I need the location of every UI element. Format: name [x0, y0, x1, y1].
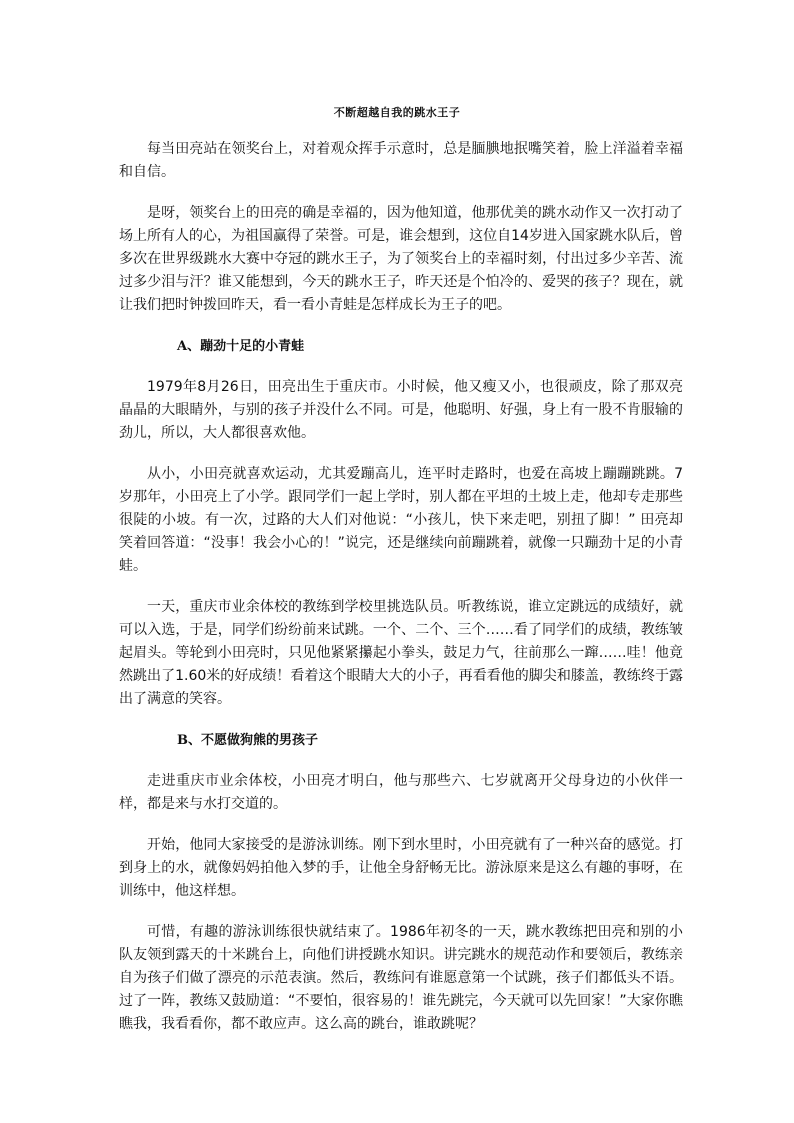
- section-a-heading: A、蹦劲十足的小青蛙: [177, 339, 305, 354]
- section-b-paragraph-2: 开始，他同大家接受的是游泳训练。刚下到水里时，小田亮就有了一种兴奋的感觉。打到身上的水，就像妈妈拍他入梦的手，让他全身舒畅无比。游泳原来是这么有趣的事呀，在训练中，他这样想。: [119, 837, 683, 899]
- section-a-paragraph-2: 从小，小田亮就喜欢运动，尤其爱蹦高儿，连平时走路时，也爱在高坡上蹦蹦跳跳。7岁那年，小田亮上了小学。跟同学们一起上学时，别人都在平坦的土坡上走，他却专走那些很陡的小坡。有一次，过路的大人们对他说：“小孩儿，快下来走吧，别扭了脚！” 田亮却笑着回答道：“没事！我会小心的！”说完，还是继续向前蹦跳着，就像一只蹦劲十足的小青蛙。: [119, 466, 683, 574]
- section-a-paragraph-3: 一天，重庆市业余体校的教练到学校里挑选队员。听教练说，谁立定跳远的成绩好，就可以入选，于是，同学们纷纷前来试跳。一个、二个、三个……看了同学们的成绩，教练皱起眉头。等轮到小田亮时，只见他紧紧攥起小拳头，鼓足力气，往前那么一蹿……哇！他竟然跳出了1.60米的好成绩！看着这个眼睛大大的小子，再看看他的脚尖和膝盖，教练终于露出了满意的笑容。: [119, 599, 683, 707]
- section-a-paragraph-1: 1979年8月26日，田亮出生于重庆市。小时候，他又瘦又小，也很顽皮，除了那双亮晶晶的大眼睛外，与别的孩子并没什么不同。可是，他聪明、好强，身上有一股不肯服输的劲儿，所以，大人都很喜欢他。: [119, 379, 683, 441]
- section-b-paragraph-3: 可惜，有趣的游泳训练很快就结束了。1986年初冬的一天，跳水教练把田亮和别的小队友领到露天的十米跳台上，向他们讲授跳水知识。讲完跳水的规范动作和要领后，教练亲自为孩子们做了漂亮的示范表演。然后，教练问有谁愿意第一个试跳，孩子们都低头不语。过了一阵，教练又鼓励道：“不要怕，很容易的！谁先跳完，今天就可以先回家！”大家你瞧瞧我，我看看你，都不敢应声。这么高的跳台，谁敢跳呢？: [119, 924, 683, 1032]
- section-b-heading: B、不愿做狗熊的男孩子: [177, 733, 318, 748]
- document-title: 不断超越自我的跳水王子: [333, 106, 461, 119]
- document-body: [119, 138, 683, 1054]
- intro-paragraph-2: 是呀，领奖台上的田亮的确是幸福的，因为他知道，他那优美的跳水动作又一次打动了场上所有人的心，为祖国赢得了荣誉。可是，谁会想到，这位自14岁进入国家跳水队后，曾多次在世界级跳水大赛中夺冠的跳水王子，为了领奖台上的幸福时刻，付出过多少辛苦、流过多少泪与汗？谁又能想到，今天的跳水王子，昨天还是个怕冷的、爱哭的孩子？现在，就让我们把时钟拨回昨天，看一看小青蛙是怎样成长为王子的吧。: [119, 205, 683, 313]
- section-b-paragraph-1: 走进重庆市业余体校，小田亮才明白，他与那些六、七岁就离开父母身边的小伙伴一样，都是来与水打交道的。: [119, 773, 683, 812]
- intro-paragraph-1: 每当田亮站在领奖台上，对着观众挥手示意时，总是腼腆地抿嘴笑着，脸上洋溢着幸福和自信。: [119, 141, 683, 180]
